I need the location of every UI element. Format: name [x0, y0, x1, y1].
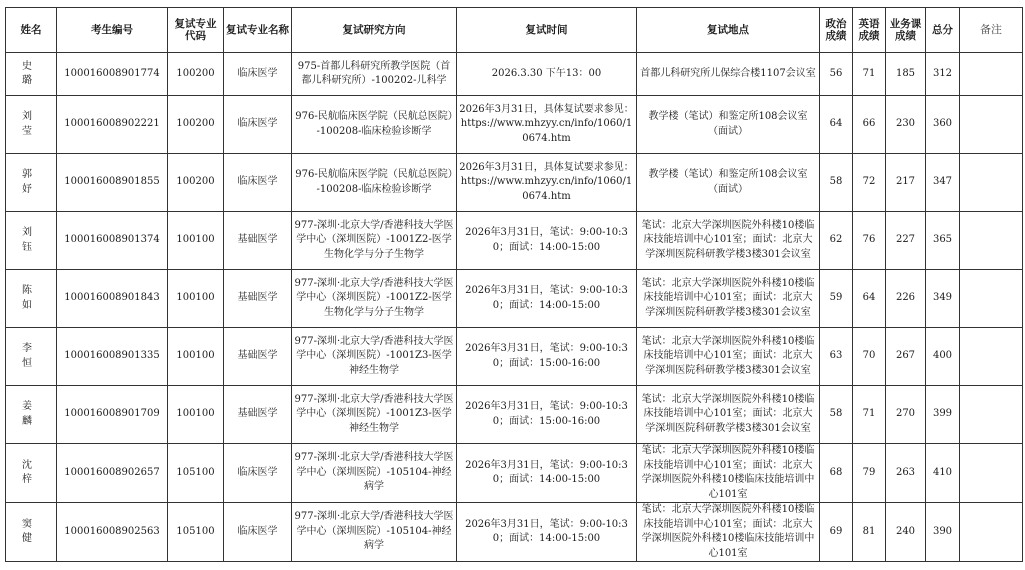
cell-english: 81 — [853, 503, 886, 562]
table-row — [6, 503, 1023, 562]
cell-total: 349 — [926, 270, 960, 328]
table-row — [6, 53, 1023, 96]
table-row — [6, 328, 1023, 386]
cell-direction: 977-深圳·北京大学/香港科技大学医学中心（深圳医院）-1001Z3-医学神经生物学 — [292, 328, 457, 386]
cell-major-name: 临床医学 — [224, 53, 292, 96]
cell-politics: 64 — [820, 96, 853, 154]
cell-english: 70 — [853, 328, 886, 386]
cell-major-name: 临床医学 — [224, 154, 292, 212]
cell-professional: 240 — [886, 503, 926, 562]
cell-name: 刘 莹 — [6, 96, 57, 154]
cell-total: 399 — [926, 386, 960, 444]
cell-professional: 226 — [886, 270, 926, 328]
cell-politics: 69 — [820, 503, 853, 562]
cell-politics: 59 — [820, 270, 853, 328]
cell-total: 347 — [926, 154, 960, 212]
header-politics: 政治成绩 — [820, 8, 853, 53]
cell-time: 2026年3月31日，笔试：9:00-10:30；面试：14:00-15:00 — [457, 270, 637, 328]
cell-direction: 977-深圳·北京大学/香港科技大学医学中心（深圳医院）-105104-神经病学 — [292, 503, 457, 562]
table-row — [6, 212, 1023, 270]
cell-exam-id: 100016008901374 — [57, 212, 168, 270]
cell-location: 笔试：北京大学深圳医院外科楼10楼临床技能培训中心101室；面试：北京大学深圳医院科研教学楼3楼301会议室 — [637, 386, 820, 444]
cell-major-name: 基础医学 — [224, 386, 292, 444]
cell-english: 71 — [853, 386, 886, 444]
header-direction: 复试研究方向 — [292, 8, 457, 53]
cell-professional: 227 — [886, 212, 926, 270]
cell-name: 窦 健 — [6, 503, 57, 562]
cell-name: 史 璐 — [6, 53, 57, 96]
cell-major-code: 105100 — [168, 503, 224, 562]
cell-direction: 977-深圳·北京大学/香港科技大学医学中心（深圳医院）-1001Z3-医学神经生物学 — [292, 386, 457, 444]
cell-exam-id: 100016008901709 — [57, 386, 168, 444]
cell-english: 64 — [853, 270, 886, 328]
table-row — [6, 154, 1023, 212]
cell-note — [960, 386, 1023, 444]
cell-professional: 217 — [886, 154, 926, 212]
cell-major-code: 100100 — [168, 270, 224, 328]
cell-major-name: 基础医学 — [224, 270, 292, 328]
cell-time: 2026年3月31日，具体复试要求参见：https://www.mhzyy.cn/info/1060/10674.htm — [457, 96, 637, 154]
cell-politics: 63 — [820, 328, 853, 386]
cell-english: 71 — [853, 53, 886, 96]
cell-name: 陈 如 — [6, 270, 57, 328]
retest-roster-table — [5, 7, 1023, 562]
cell-english: 66 — [853, 96, 886, 154]
table-body — [6, 53, 1023, 562]
cell-politics: 58 — [820, 386, 853, 444]
cell-total: 365 — [926, 212, 960, 270]
header-major-code: 复试专业代码 — [168, 8, 224, 53]
header-exam-id: 考生编号 — [57, 8, 168, 53]
cell-major-name: 临床医学 — [224, 444, 292, 503]
cell-major-code: 105100 — [168, 444, 224, 503]
cell-english: 76 — [853, 212, 886, 270]
cell-major-name: 临床医学 — [224, 503, 292, 562]
header-name: 姓名 — [6, 8, 57, 53]
cell-exam-id: 100016008902657 — [57, 444, 168, 503]
cell-exam-id: 100016008902563 — [57, 503, 168, 562]
cell-location: 笔试：北京大学深圳医院外科楼10楼临床技能培训中心101室；面试：北京大学深圳医院外科楼10楼临床技能培训中心101室 — [637, 503, 820, 562]
cell-english: 72 — [853, 154, 886, 212]
cell-direction: 977-深圳·北京大学/香港科技大学医学中心（深圳医院）-1001Z2-医学生物化学与分子生物学 — [292, 212, 457, 270]
cell-major-code: 100200 — [168, 96, 224, 154]
cell-exam-id: 100016008902221 — [57, 96, 168, 154]
cell-location: 笔试：北京大学深圳医院外科楼10楼临床技能培训中心101室；面试：北京大学深圳医院科研教学楼3楼301会议室 — [637, 328, 820, 386]
cell-time: 2026年3月31日，具体复试要求参见：https://www.mhzyy.cn/info/1060/10674.htm — [457, 154, 637, 212]
cell-time: 2026.3.30 下午13：00 — [457, 53, 637, 96]
cell-name: 刘 钰 — [6, 212, 57, 270]
cell-politics: 58 — [820, 154, 853, 212]
cell-name: 郭 妤 — [6, 154, 57, 212]
cell-name: 沈 梓 — [6, 444, 57, 503]
cell-major-name: 基础医学 — [224, 212, 292, 270]
cell-professional: 263 — [886, 444, 926, 503]
cell-note — [960, 503, 1023, 562]
header-time: 复试时间 — [457, 8, 637, 53]
cell-total: 400 — [926, 328, 960, 386]
cell-total: 390 — [926, 503, 960, 562]
header-location: 复试地点 — [637, 8, 820, 53]
cell-major-code: 100100 — [168, 386, 224, 444]
header-total: 总分 — [926, 8, 960, 53]
cell-exam-id: 100016008901843 — [57, 270, 168, 328]
cell-professional: 185 — [886, 53, 926, 96]
header-note: 备注 — [960, 8, 1023, 53]
cell-direction: 975-首都儿科研究所教学医院（首都儿科研究所）-100202-儿科学 — [292, 53, 457, 96]
cell-total: 410 — [926, 444, 960, 503]
cell-direction: 976-民航临床医学院（民航总医院）-100208-临床检验诊断学 — [292, 96, 457, 154]
cell-direction: 976-民航临床医学院（民航总医院）-100208-临床检验诊断学 — [292, 154, 457, 212]
header-english: 英语成绩 — [853, 8, 886, 53]
cell-professional: 270 — [886, 386, 926, 444]
cell-major-name: 基础医学 — [224, 328, 292, 386]
table-header-row — [6, 8, 1023, 53]
cell-exam-id: 100016008901774 — [57, 53, 168, 96]
cell-name: 李 恒 — [6, 328, 57, 386]
table-row — [6, 96, 1023, 154]
cell-politics: 68 — [820, 444, 853, 503]
cell-note — [960, 328, 1023, 386]
cell-politics: 62 — [820, 212, 853, 270]
cell-professional: 267 — [886, 328, 926, 386]
cell-note — [960, 270, 1023, 328]
table-row — [6, 270, 1023, 328]
cell-exam-id: 100016008901855 — [57, 154, 168, 212]
table-row — [6, 444, 1023, 503]
cell-major-name: 临床医学 — [224, 96, 292, 154]
cell-english: 79 — [853, 444, 886, 503]
cell-direction: 977-深圳·北京大学/香港科技大学医学中心（深圳医院）-105104-神经病学 — [292, 444, 457, 503]
cell-time: 2026年3月31日，笔试：9:00-10:30；面试：15:00-16:00 — [457, 386, 637, 444]
cell-location: 笔试：北京大学深圳医院外科楼10楼临床技能培训中心101室；面试：北京大学深圳医院外科楼10楼临床技能培训中心101室 — [637, 444, 820, 503]
cell-name: 姜 麟 — [6, 386, 57, 444]
cell-major-code: 100200 — [168, 53, 224, 96]
cell-time: 2026年3月31日，笔试：9:00-10:30；面试：14:00-15:00 — [457, 444, 637, 503]
cell-politics: 56 — [820, 53, 853, 96]
cell-major-code: 100100 — [168, 328, 224, 386]
cell-note — [960, 53, 1023, 96]
cell-location: 笔试：北京大学深圳医院外科楼10楼临床技能培训中心101室；面试：北京大学深圳医院科研教学楼3楼301会议室 — [637, 212, 820, 270]
cell-time: 2026年3月31日，笔试：9:00-10:30；面试：14:00-15:00 — [457, 212, 637, 270]
cell-direction: 977-深圳·北京大学/香港科技大学医学中心（深圳医院）-1001Z2-医学生物化学与分子生物学 — [292, 270, 457, 328]
cell-professional: 230 — [886, 96, 926, 154]
cell-total: 312 — [926, 53, 960, 96]
cell-note — [960, 154, 1023, 212]
cell-time: 2026年3月31日，笔试：9:00-10:30；面试：15:00-16:00 — [457, 328, 637, 386]
cell-major-code: 100100 — [168, 212, 224, 270]
cell-location: 首都儿科研究所儿保综合楼1107会议室 — [637, 53, 820, 96]
header-professional: 业务课成绩 — [886, 8, 926, 53]
header-major-name: 复试专业名称 — [224, 8, 292, 53]
cell-note — [960, 96, 1023, 154]
cell-total: 360 — [926, 96, 960, 154]
cell-exam-id: 100016008901335 — [57, 328, 168, 386]
cell-major-code: 100200 — [168, 154, 224, 212]
cell-note — [960, 444, 1023, 503]
cell-time: 2026年3月31日，笔试：9:00-10:30；面试：14:00-15:00 — [457, 503, 637, 562]
cell-note — [960, 212, 1023, 270]
cell-location: 教学楼（笔试）和鉴定所108会议室（面试） — [637, 154, 820, 212]
table-row — [6, 386, 1023, 444]
cell-location: 笔试：北京大学深圳医院外科楼10楼临床技能培训中心101室；面试：北京大学深圳医院科研教学楼3楼301会议室 — [637, 270, 820, 328]
cell-location: 教学楼（笔试）和鉴定所108会议室（面试） — [637, 96, 820, 154]
